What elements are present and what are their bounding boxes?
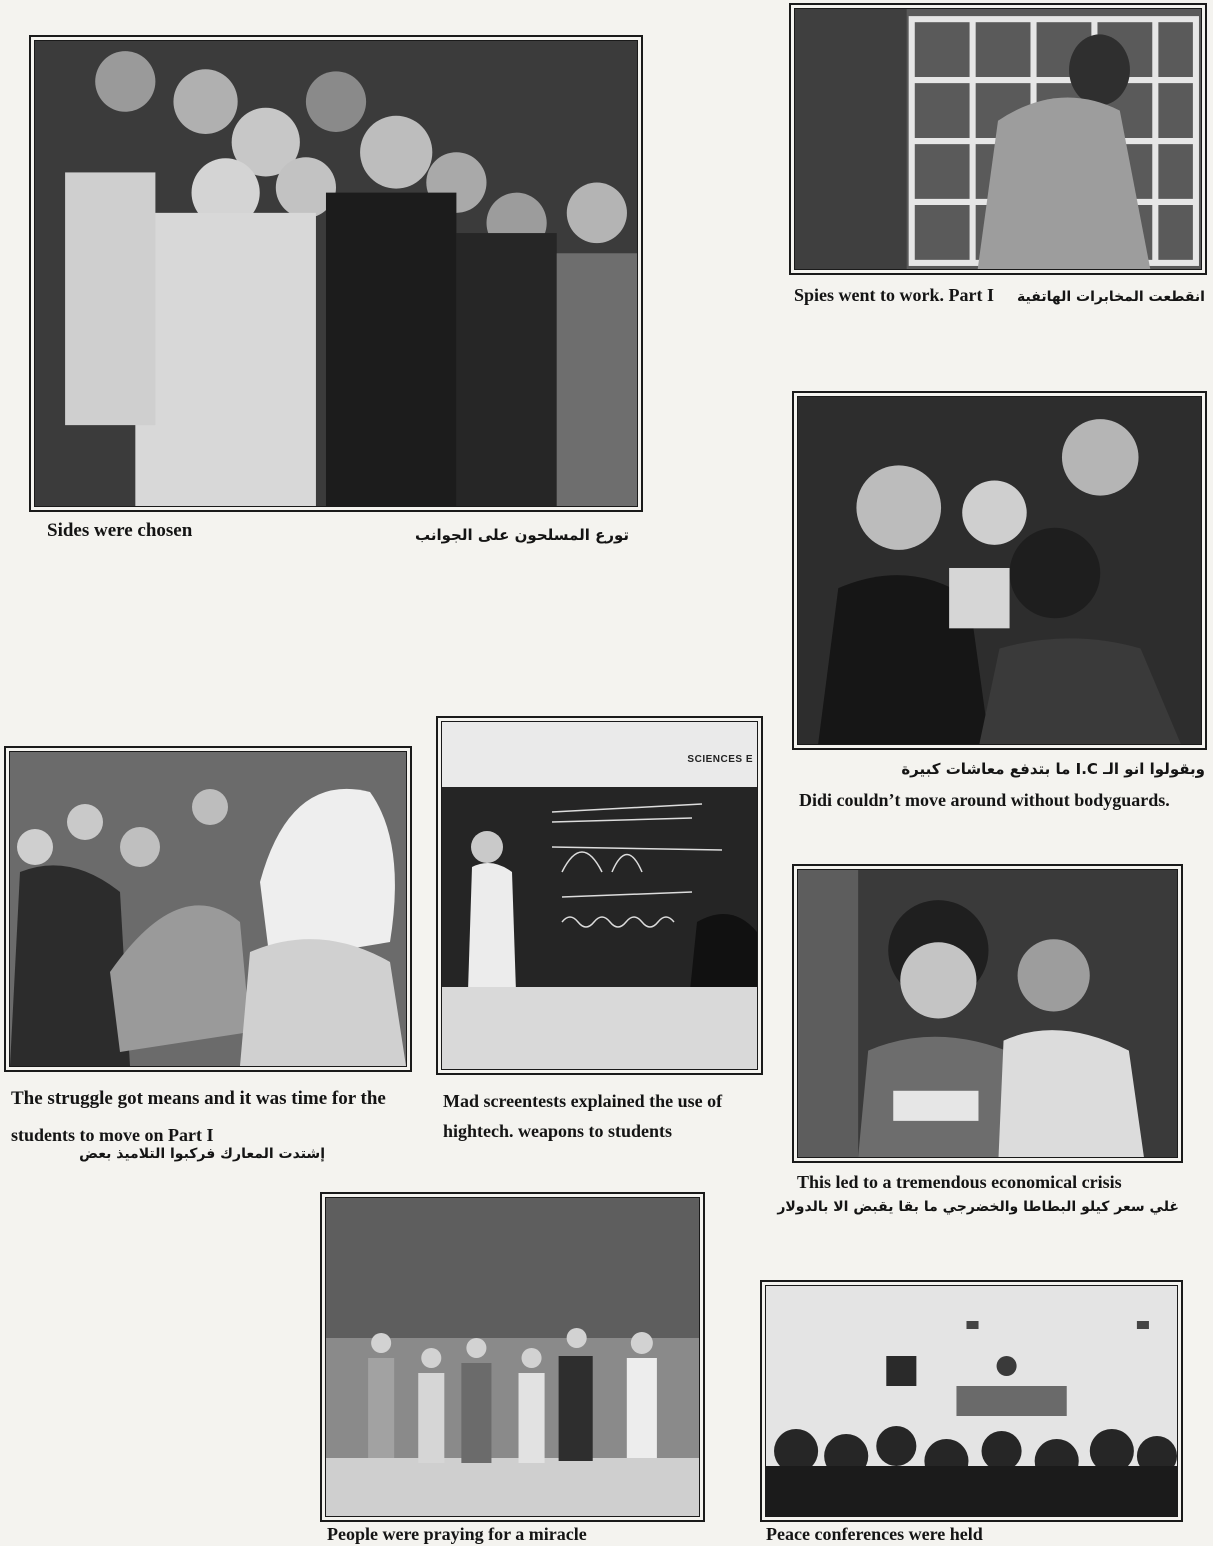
sciences-sign: SCIENCES E bbox=[687, 754, 753, 765]
caption-ar-didi: وبقولوا انو الـ I.C ما بتدفع معاشات كبيرة bbox=[901, 760, 1205, 778]
conference-photo bbox=[766, 1286, 1177, 1516]
caption-ar-crisis: غلي سعر كيلو البطاطا والخضرجي ما بقا يقبض الا بالدولار bbox=[777, 1199, 1179, 1215]
caption-en-screentests-line1: Mad screentests explained the use of bbox=[443, 1091, 723, 1111]
caption-en-spies: Spies went to work. Part I bbox=[794, 285, 994, 305]
photo-frame-sides bbox=[29, 35, 643, 512]
dollar-photo bbox=[798, 870, 1177, 1157]
caption-ar-struggle: إشتدت المعارك فركبوا التلاميذ بعض bbox=[79, 1146, 325, 1162]
photo-frame-struggle bbox=[4, 746, 412, 1072]
caption-en-struggle-line2: students to move on Part I bbox=[11, 1125, 214, 1145]
caption-en-crisis: This led to a tremendous economical crisis bbox=[797, 1172, 1122, 1192]
photo-frame-crisis bbox=[792, 864, 1183, 1163]
group-photo bbox=[35, 41, 637, 506]
photo-frame-praying bbox=[320, 1192, 705, 1522]
caption-ar-spies: انقطعت المخابرات الهاتفية bbox=[1017, 289, 1205, 305]
classroom-photo bbox=[442, 722, 757, 1069]
caption-en-sides: Sides were chosen bbox=[47, 520, 193, 541]
photo-frame-spies bbox=[789, 3, 1207, 275]
caption-en-struggle-line1: The struggle got means and it was time for the bbox=[11, 1088, 386, 1109]
photo-frame-peace bbox=[760, 1280, 1183, 1522]
caption-en-praying: People were praying for a miracle bbox=[327, 1524, 587, 1544]
caption-ar-sides: تورع المسلحون على الجوانب bbox=[414, 526, 629, 544]
spy-photo bbox=[795, 9, 1201, 269]
photo-frame-screentests bbox=[436, 716, 763, 1075]
struggle-photo bbox=[10, 752, 406, 1066]
caption-en-screentests-line2: hightech. weapons to students bbox=[443, 1121, 673, 1141]
caption-en-peace: Peace conferences were held bbox=[766, 1524, 983, 1544]
praying-photo bbox=[326, 1198, 699, 1516]
photo-frame-didi bbox=[792, 391, 1207, 750]
caption-en-didi: Didi couldn’t move around without bodyguards. bbox=[799, 790, 1170, 810]
bodyguards-photo bbox=[798, 397, 1201, 744]
